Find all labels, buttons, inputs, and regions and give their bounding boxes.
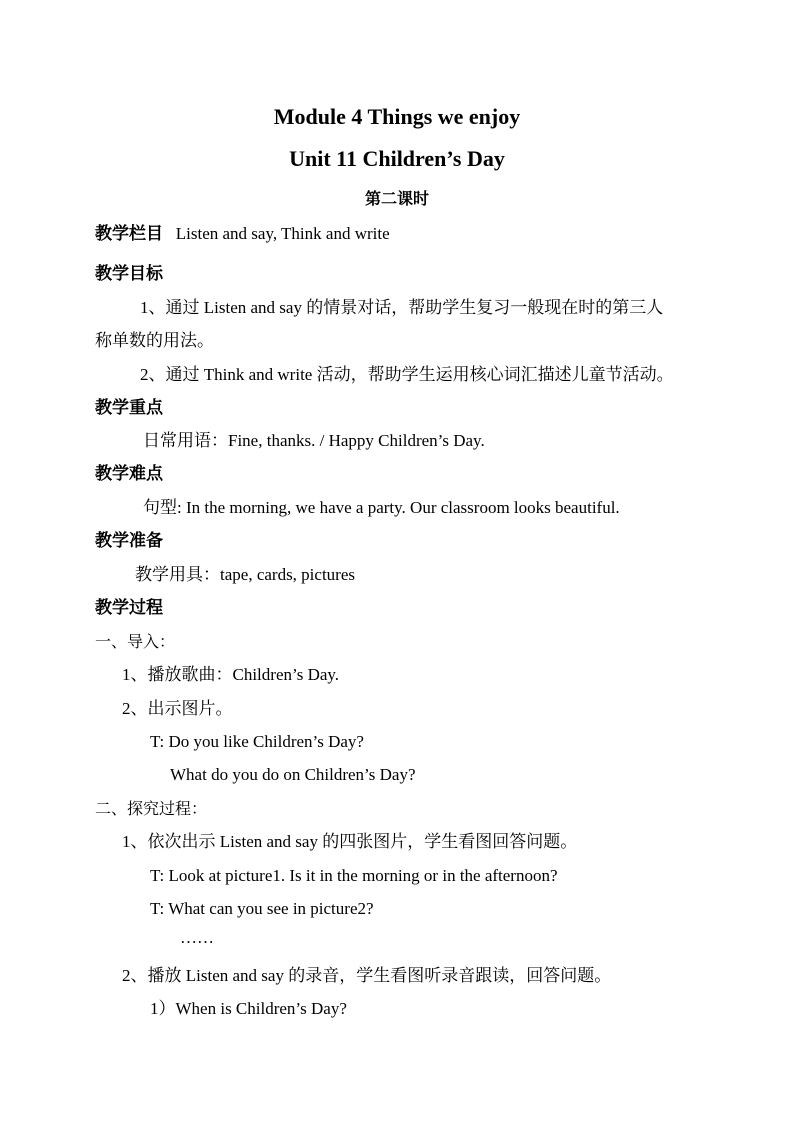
objective-1-line2: 称单数的用法。 xyxy=(95,331,214,350)
part2-heading: 二、探究过程： xyxy=(95,799,208,818)
teaching-column-value: Listen and say, Think and write xyxy=(175,224,390,243)
objectives-heading: 教学目标 xyxy=(95,264,163,284)
part2-item2: 2、播放 Listen and say 的录音，学生看图听录音跟读，回答问题。 xyxy=(122,966,612,985)
part2-question2: T: What can you see in picture2? xyxy=(150,899,374,918)
part1-heading: 一、导入： xyxy=(95,632,176,651)
part1-item2: 2、出示图片。 xyxy=(122,699,233,718)
difficulties-heading: 教学难点 xyxy=(95,464,163,484)
difficulties-text: 句型: In the morning, we have a party. Our classroom looks beautiful. xyxy=(143,498,620,517)
part1-question1: T: Do you like Children’s Day? xyxy=(150,732,364,751)
objective-1-line1: 1、通过 Listen and say 的情景对话，帮助学生复习一般现在时的第三人 xyxy=(140,298,664,317)
part2-ellipsis: …… xyxy=(180,928,214,947)
part2-subquestion1: 1）When is Children’s Day? xyxy=(150,999,347,1018)
part2-item1: 1、依次出示 Listen and say 的四张图片，学生看图回答问题。 xyxy=(122,832,578,851)
module-title: Module 4 Things we enjoy xyxy=(273,104,521,129)
part1-item1: 1、播放歌曲：Children’s Day. xyxy=(122,665,340,684)
part2-question1: T: Look at picture1. Is it in the morning or in the afternoon? xyxy=(150,866,558,885)
unit-title: Unit 11 Children’s Day xyxy=(289,146,505,171)
preparation-heading: 教学准备 xyxy=(95,531,163,551)
lesson-label: 第二课时 xyxy=(364,189,429,208)
key-points-heading: 教学重点 xyxy=(95,398,163,418)
part1-question2: What do you do on Children’s Day? xyxy=(170,765,416,784)
teaching-column-row xyxy=(95,224,390,244)
preparation-text: 教学用具：tape, cards, pictures xyxy=(135,565,355,584)
objective-2: 2、通过 Think and write 活动，帮助学生运用核心词汇描述儿童节活动。 xyxy=(140,365,674,384)
teaching-column-label: 教学栏目 xyxy=(95,224,163,244)
key-points-text: 日常用语：Fine, thanks. / Happy Children’s Day. xyxy=(143,431,485,450)
process-heading: 教学过程 xyxy=(95,598,163,618)
